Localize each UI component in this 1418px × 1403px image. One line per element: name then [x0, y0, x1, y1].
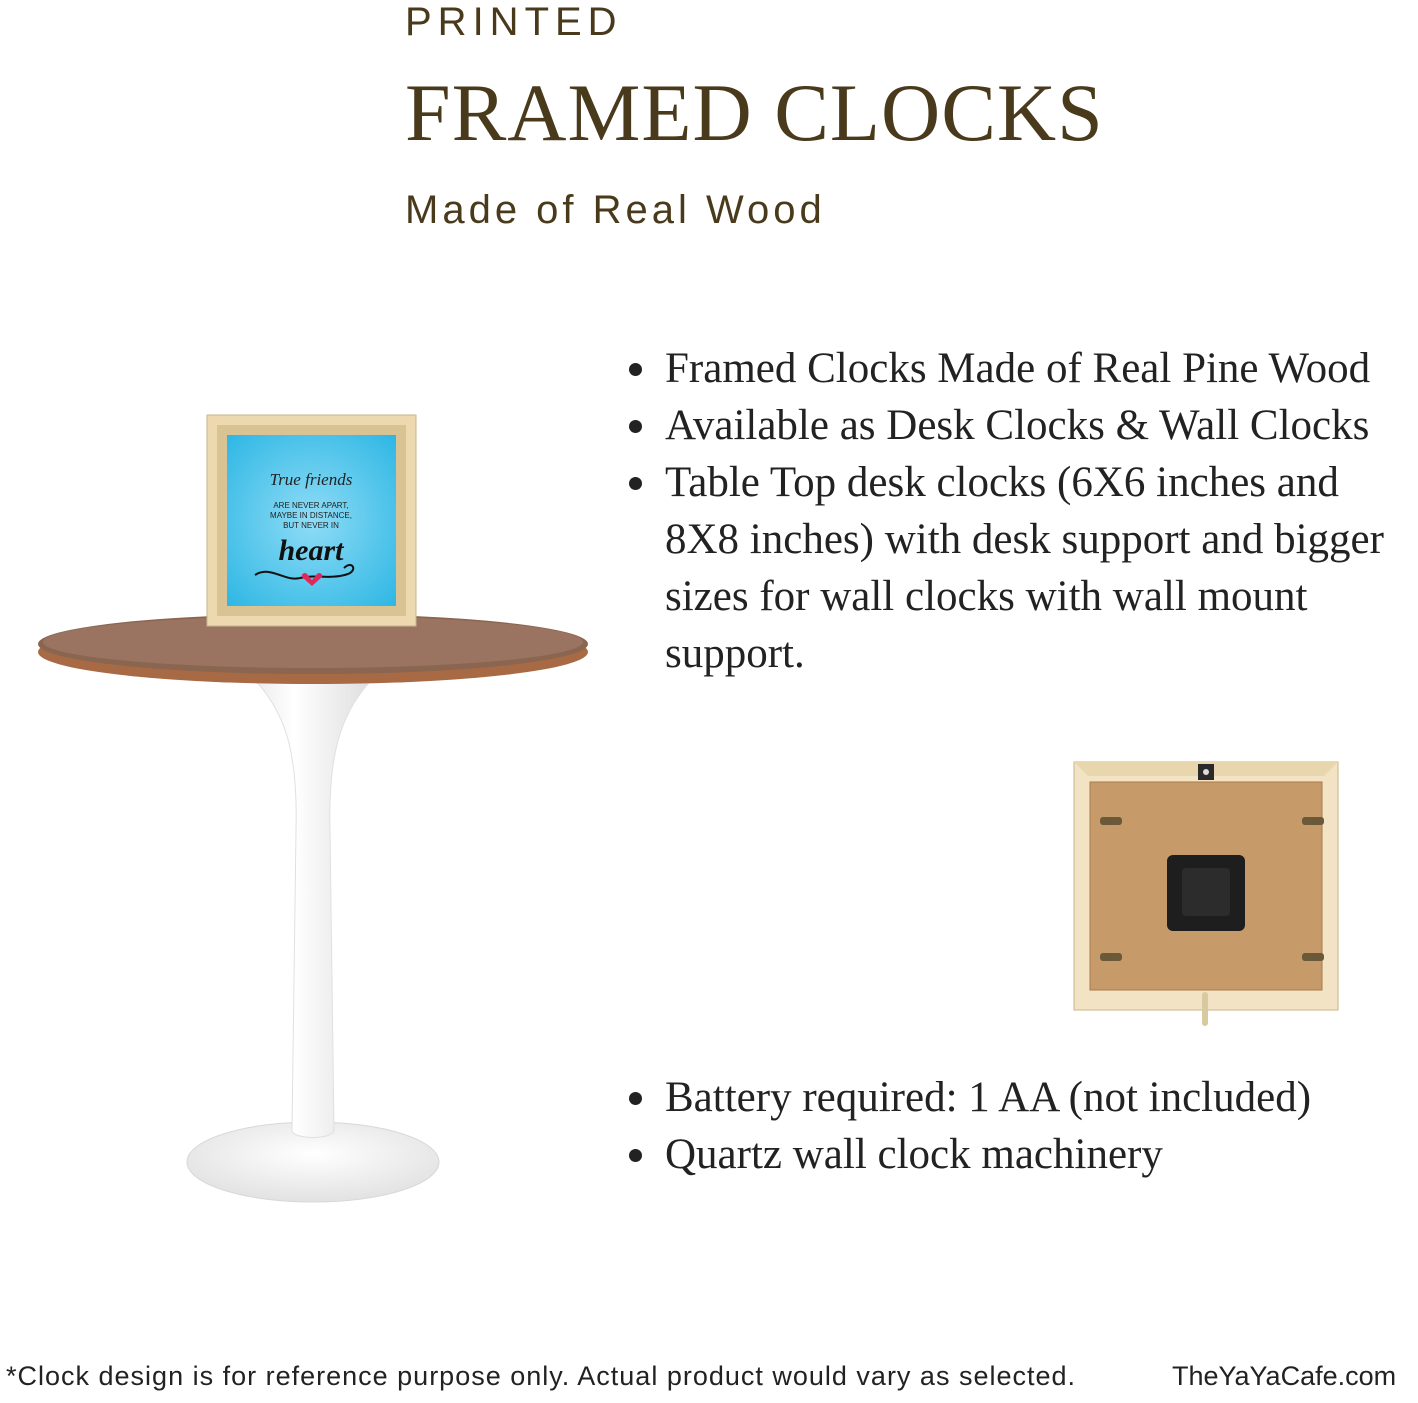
feature-text: Table Top desk clocks (6X6 inches and 8X8 inches) with desk support and bigger sizes for wall clocks with wall mount support. — [665, 459, 1384, 677]
feature-text: Battery required: 1 AA (not included) — [665, 1074, 1312, 1121]
feature-list-bottom — [625, 1069, 1405, 1183]
clock-art-line2: ARE NEVER APART, — [273, 501, 349, 510]
site-name: TheYaYaCafe.com — [1172, 1361, 1397, 1391]
list-item — [625, 1069, 1405, 1126]
feature-text: Framed Clocks Made of Real Pine Wood — [665, 345, 1371, 392]
list-item — [625, 397, 1385, 454]
clock-art-line4: BUT NEVER IN — [283, 521, 339, 530]
list-item — [625, 454, 1385, 682]
feature-text: Available as Desk Clocks & Wall Clocks — [665, 402, 1370, 449]
feature-text: Quartz wall clock machinery — [665, 1131, 1163, 1178]
page-subtitle: Made of Real Wood — [405, 188, 826, 232]
clock-back-view — [1072, 760, 1342, 1030]
clock-art-line3: MAYBE IN DISTANCE, — [270, 511, 352, 520]
table-with-desk-clock — [30, 410, 600, 1210]
list-item — [625, 1126, 1405, 1183]
kicker-label: PRINTED — [405, 0, 623, 44]
feature-list-top — [625, 340, 1385, 682]
clock-art-line5: heart — [278, 534, 344, 567]
clock-art-line1: True friends — [269, 470, 353, 489]
desk-clock — [207, 415, 416, 626]
list-item — [625, 340, 1385, 397]
disclaimer-note: *Clock design is for reference purpose only. Actual product would vary as selected. — [6, 1361, 1077, 1391]
page-title: FRAMED CLOCKS — [405, 67, 1104, 158]
